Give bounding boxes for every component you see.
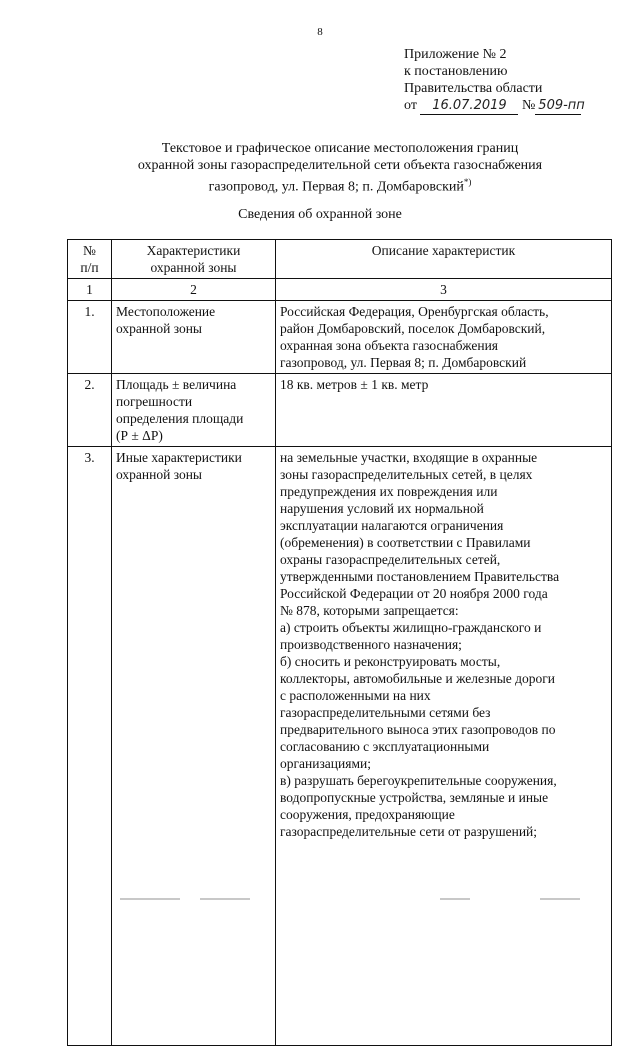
desc-line: (обременения) в соответствии с Правилами [280,535,531,550]
document-title [60,140,620,196]
from-prefix: от [404,98,417,113]
desc-line: организациями; [280,756,371,771]
title-line: газопровод, ул. Первая 8; п. Домбаровский [208,179,464,195]
desc-line: согласованию с эксплуатационными [280,739,490,754]
section-heading: Сведения об охранной зоне [238,207,402,222]
appendix-date-line [404,97,585,115]
desc-line: № 878, которыми запрещается: [280,603,459,618]
row-name-line: погрешности [116,394,193,409]
row-name-line: Иные характеристики [116,450,242,465]
header-cell-number [68,240,112,279]
header-text: Характеристики [146,243,241,258]
row-number: 3. [68,447,112,1046]
row-name-line: Местоположение [116,304,216,319]
desc-line: эксплуатации налагаются ограничения [280,518,504,533]
desc-line: коллекторы, автомобильные и железные дороги [280,671,556,686]
header-text: № [83,243,96,258]
desc-line: а) строить объекты жилищно-гражданского и [280,620,542,635]
title-line: охранной зоны газораспределительной сети объекта газоснабжения [137,158,543,173]
desc-line: зоны газораспределительных сетей, в целях [280,467,533,482]
desc-line: в) разрушать берегоукрепительные сооружения, [280,773,557,788]
desc-line: газораспределительными сетями без [280,705,491,720]
row-description [276,374,612,447]
desc-line: Российской Федерации от 20 ноября 2000 года [280,586,548,601]
desc-line: газопровод, ул. Первая 8; п. Домбаровский [280,355,527,370]
number-prefix: № [521,98,536,113]
page-number: 8 [317,26,323,38]
appendix-line: Приложение № 2 [404,47,507,62]
header-cell-description: Описание характеристик [276,240,612,279]
appendix-block [404,46,585,115]
footnote-mark: *) [463,177,472,187]
row-name-line: Площадь ± величина [116,377,237,392]
row-description [276,301,612,374]
row-name [112,374,276,447]
desc-line: предупреждения их повреждения или [280,484,498,499]
table-header-row [68,240,612,279]
desc-line: утвержденными постановлением Правительства [280,569,560,584]
desc-line: охраны газораспределительных сетей, [280,552,501,567]
row-description [276,447,612,1046]
table-row [68,374,612,447]
desc-line: район Домбаровский, поселок Домбаровский, [280,321,546,336]
numbering-cell: 2 [112,279,276,301]
row-name-line: охранной зоны [116,321,203,336]
desc-line: 18 кв. метров ± 1 кв. метр [280,377,429,392]
table-numbering-row [68,279,612,301]
title-line: Текстовое и графическое описание местоположения границ [161,141,519,156]
table-row [68,301,612,374]
table-row [68,447,612,1046]
desc-line: охранная зона объекта газоснабжения [280,338,499,353]
header-text: охранной зоны [150,260,237,275]
row-number: 2. [68,374,112,447]
row-name-line: охранной зоны [116,467,203,482]
header-text: п/п [80,260,99,275]
desc-line: водопропускные устройства, земляные и иные [280,790,549,805]
numbering-cell: 3 [276,279,612,301]
row-name-line: (Р ± ΔР) [116,428,163,443]
title-line-last [60,174,620,196]
row-name [112,301,276,374]
desc-line: Российская Федерация, Оренбургская область, [280,304,549,319]
desc-line: б) сносить и реконструировать мосты, [280,654,501,669]
appendix-line: к постановлению [404,64,508,79]
desc-line: с расположенными на них [280,688,431,703]
desc-line: на земельные участки, входящие в охранные [280,450,538,465]
handwritten-number: 509-пп [535,97,581,115]
numbering-cell: 1 [68,279,112,301]
scan-bottom-edge [0,894,640,905]
desc-line: сооружения, предохраняющие [280,807,455,822]
row-name-line: определения площади [116,411,244,426]
desc-line: нарушения условий их нормальной [280,501,484,516]
row-number: 1. [68,301,112,374]
desc-line: газораспределительные сети от разрушений; [280,824,538,839]
handwritten-date: 16.07.2019 [420,97,518,115]
zone-info-table [67,239,612,1046]
desc-line: предварительного выноса этих газопроводов по [280,722,556,737]
desc-line: производственного назначения; [280,637,462,652]
row-name [112,447,276,1046]
header-cell-characteristics [112,240,276,279]
appendix-line: Правительства области [404,81,543,96]
